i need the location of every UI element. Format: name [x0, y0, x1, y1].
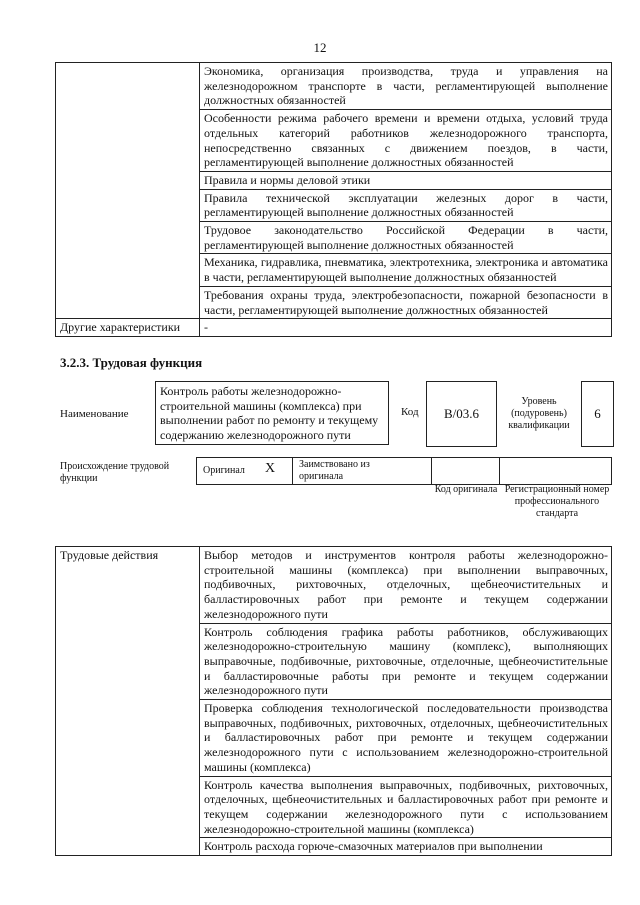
borrowed-label: Заимствовано из оригинала — [299, 459, 370, 482]
other-characteristics-value: - — [200, 319, 612, 337]
actions-label: Трудовые действия — [56, 547, 200, 856]
requirement-item: Механика, гидравлика, пневматика, электротехника, электроника и автоматика в части, регламентирующей выполнение должностных обязанностей — [200, 254, 612, 286]
actions-table — [55, 546, 612, 856]
action-item: Контроль соблюдения графика работы работников, обслуживающих железнодорожно-строительную машину (комплекс), выполняющих выправочные, подбивочные, рихтовочные, отделочные, щебнеочистительные и балластировочные работы при ремонте и текущем содержании железнодорожного пути — [200, 623, 612, 700]
requirement-item: Правила и нормы деловой этики — [200, 171, 612, 189]
code-label: Код — [401, 406, 419, 418]
name-label: Наименование — [60, 408, 129, 420]
registration-caption: Регистрационный номер профессионального стандарта — [504, 484, 610, 519]
function-name-box: Контроль работы железнодорожно-строительной машины (комплекса) при выполнении работ по ремонту и текущему содержанию железнодорожного пути — [155, 381, 389, 445]
other-characteristics-label: Другие характеристики — [56, 319, 200, 337]
level-label: Уровень (подуровень) квалификации — [508, 396, 570, 431]
action-item: Контроль расхода горюче-смазочных материалов при выполнении — [200, 838, 612, 856]
requirement-item: Трудовое законодательство Российской Федерации в части, регламентирующей выполнение должностных обязанностей — [200, 222, 612, 254]
level-value-box: 6 — [581, 381, 614, 447]
action-item: Проверка соблюдения технологической последовательности производства выправочных, подбивочных, рихтовочных, отделочных, щебнеочистительных и балластировочных работ при ремонте и текущем содержании железнодорожного пути с использованием железнодорожно-строительной машины (комплекса) — [200, 700, 612, 777]
section-heading: 3.2.3. Трудовая функция — [60, 355, 203, 370]
original-label: Оригинал — [203, 465, 245, 476]
action-item: Контроль качества выполнения выправочных, подбивочных, рихтовочных, отделочных, щебнеочистительных и балластировочных работ при ремонте и текущем содержании железнодорожного пути с использованием железнодорожно-строительной машины (комплекса) — [200, 776, 612, 838]
requirement-item: Экономика, организация производства, труда и управления на железнодорожном транспорте в части, регламентирующей выполнение должностных обязанностей — [200, 63, 612, 110]
original-code-caption: Код оригинала — [434, 484, 498, 495]
table-row — [56, 547, 612, 624]
origin-label: Происхождение трудовой функции — [60, 461, 170, 484]
requirement-item: Требования охраны труда, электробезопасности, пожарной безопасности в части, регламентирующей выполнение должностных обязанностей — [200, 286, 612, 318]
function-code-box: B/03.6 — [426, 381, 497, 447]
requirement-item: Правила технической эксплуатации железных дорог в части, регламентирующей выполнение должностных обязанностей — [200, 189, 612, 221]
original-mark: X — [265, 461, 276, 476]
page-number: 12 — [313, 40, 327, 55]
action-item: Выбор методов и инструментов контроля работы железнодорожно-строительной машины (комплекса) при выполнении выправочных, подбивочных, рихтовочных, отделочных, щебнеочистительных и балластировочных работ при ремонте и текущем содержании железнодорожного пути — [200, 547, 612, 624]
requirement-item: Особенности режима рабочего времени и времени отдыха, условий труда отдельных категорий работников железнодорожного транспорта, непосредственно связанных с движением поездов, в части, регламентирующей выполнение должностных обязанностей — [200, 110, 612, 172]
